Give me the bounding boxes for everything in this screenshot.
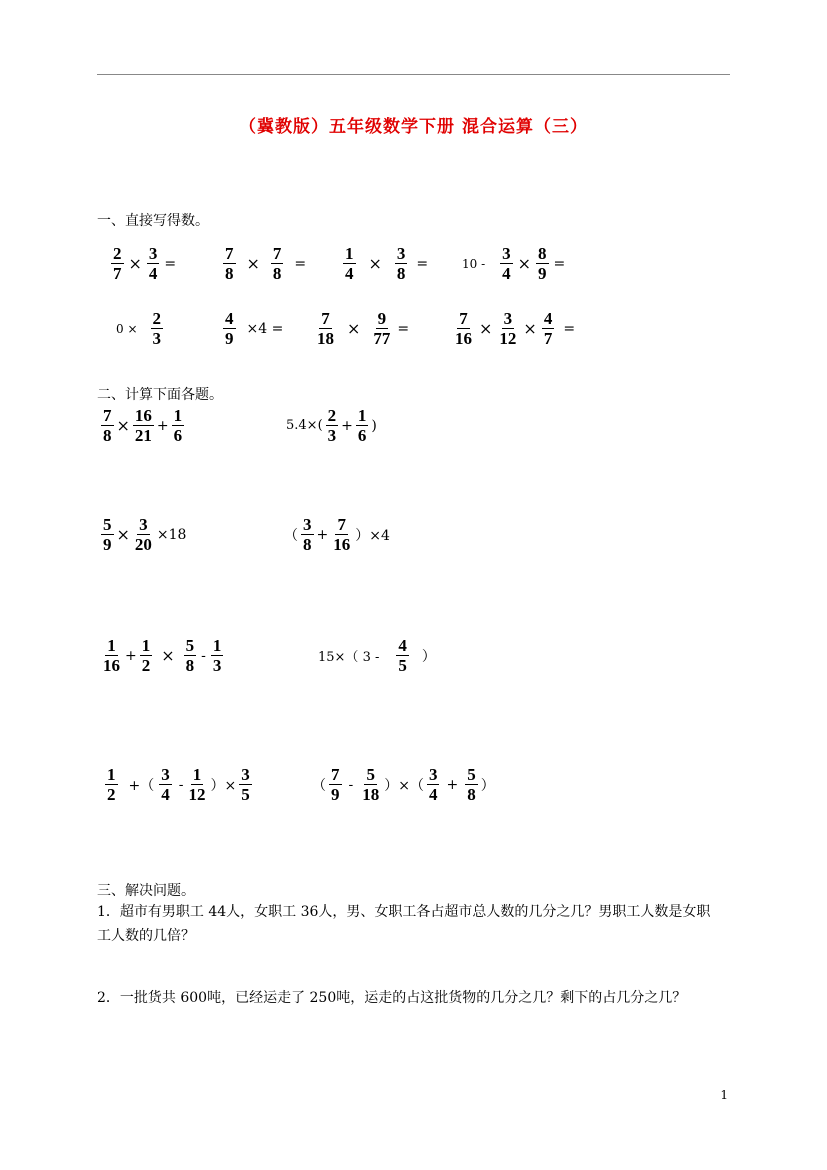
- fraction: $\frac{1}{3}$: [212, 636, 222, 675]
- fraction: $\frac{3}{20}$: [134, 515, 152, 554]
- fraction: $\frac{7}{8}$: [225, 244, 234, 283]
- fraction: $\frac{2}{3}$: [152, 309, 162, 348]
- fraction: $\frac{3}{4}$: [161, 765, 170, 804]
- fraction: $\frac{5}{8}$: [185, 636, 195, 675]
- problem-1-line-2: 工人数的几倍？: [97, 928, 195, 944]
- fraction: $\frac{7}{16}$: [333, 515, 351, 554]
- fraction: $\frac{3}{4}$: [148, 244, 158, 283]
- expr-1-2: $\frac{7}{8}$ × $\frac{7}{8}$ =: [225, 244, 307, 283]
- fraction: $\frac{7}{8}$: [103, 406, 112, 445]
- fraction: $\frac{7}{16}$: [455, 309, 472, 348]
- fraction: $\frac{16}{21}$: [134, 406, 152, 445]
- fraction: $\frac{5}{18}$: [362, 765, 380, 804]
- fraction: $\frac{8}{9}$: [538, 244, 547, 283]
- fraction: $\frac{3}{8}$: [396, 244, 406, 283]
- fraction: $\frac{5}{9}$: [103, 515, 112, 554]
- problem-1-line-1: 1．超市有男职工 44人，女职工 36人，男、女职工各占超市总人数的几分之几？男职工人数是女职: [97, 904, 711, 920]
- fraction: $\frac{1}{2}$: [107, 765, 116, 804]
- expr-2-3: $\frac{5}{9}$ × $\frac{3}{20}$ ×18: [103, 515, 187, 554]
- expr-1-5: 0 × $\frac{2}{3}$: [116, 309, 162, 348]
- expr-1-3: $\frac{1}{4}$ × $\frac{3}{8}$ =: [345, 244, 429, 283]
- expr-1-4: 10 - $\frac{3}{4}$ × $\frac{8}{9}$ =: [462, 244, 566, 283]
- expr-2-8: （ $\frac{7}{9}$ - $\frac{5}{18}$ ）×（ $\frac{3}{4}$ + $\frac{5}{8}$ ）: [312, 765, 495, 804]
- problem-2: 2．一批货共 600吨，已经运走了 250吨，运走的占这批货物的几分之几？剩下的占几分之几？: [97, 990, 687, 1006]
- fraction: $\frac{1}{12}$: [188, 765, 206, 804]
- expr-1-6: $\frac{4}{9}$ ×4 =: [225, 309, 284, 348]
- expr-2-5: $\frac{1}{16}$ + $\frac{1}{2}$ × $\frac{5}{8}$ - $\frac{1}{3}$: [103, 636, 222, 675]
- fraction: $\frac{4}{9}$: [225, 309, 234, 348]
- expr-2-7: $\frac{1}{2}$ +（ $\frac{3}{4}$ - $\frac{1}{12}$ ）× $\frac{3}{5}$: [107, 765, 250, 804]
- fraction: $\frac{1}{6}$: [357, 406, 367, 445]
- section-1-heading: 一、直接写得数。: [97, 213, 209, 229]
- fraction: $\frac{1}{16}$: [103, 636, 120, 675]
- fraction: $\frac{1}{6}$: [173, 406, 183, 445]
- fraction: $\frac{4}{7}$: [543, 309, 553, 348]
- fraction: $\frac{9}{77}$: [373, 309, 391, 348]
- fraction: $\frac{7}{9}$: [331, 765, 340, 804]
- fraction: $\frac{1}{2}$: [141, 636, 151, 675]
- expr-1-8: $\frac{7}{16}$ × $\frac{3}{12}$ × $\frac{4}{7}$ =: [455, 309, 576, 348]
- fraction: $\frac{2}{3}$: [327, 406, 337, 445]
- fraction: $\frac{3}{4}$: [428, 765, 438, 804]
- fraction: $\frac{7}{18}$: [317, 309, 334, 348]
- expr-2-2: 5.4×( $\frac{2}{3}$ + $\frac{1}{6}$ ): [286, 406, 377, 445]
- fraction: $\frac{5}{8}$: [467, 765, 476, 804]
- fraction: $\frac{3}{8}$: [303, 515, 312, 554]
- expr-1-7: $\frac{7}{18}$ × $\frac{9}{77}$ =: [317, 309, 410, 348]
- fraction: $\frac{2}{7}$: [113, 244, 122, 283]
- fraction: $\frac{3}{5}$: [241, 765, 250, 804]
- fraction: $\frac{1}{4}$: [345, 244, 354, 283]
- expr-2-1: $\frac{7}{8}$ × $\frac{16}{21}$ + $\frac{1}{6}$: [103, 406, 183, 445]
- expr-1-1: $\frac{2}{7}$ × $\frac{3}{4}$ =: [113, 244, 177, 283]
- expr-2-4: （ $\frac{3}{8}$ + $\frac{7}{16}$ ）×4: [284, 515, 390, 554]
- expr-2-6: 15×（ 3 - $\frac{4}{5}$ ）: [318, 636, 436, 675]
- section-2-heading: 二、计算下面各题。: [97, 387, 223, 403]
- fraction: $\frac{3}{4}$: [502, 244, 511, 283]
- fraction: $\frac{7}{8}$: [272, 244, 282, 283]
- page-number: 1: [720, 1088, 728, 1102]
- fraction: $\frac{3}{12}$: [499, 309, 517, 348]
- fraction: $\frac{4}{5}$: [398, 636, 407, 675]
- header-rule: [97, 74, 730, 75]
- page-title: （冀教版）五年级数学下册 混合运算（三）: [239, 117, 588, 137]
- section-3-heading: 三、解决问题。: [97, 883, 195, 899]
